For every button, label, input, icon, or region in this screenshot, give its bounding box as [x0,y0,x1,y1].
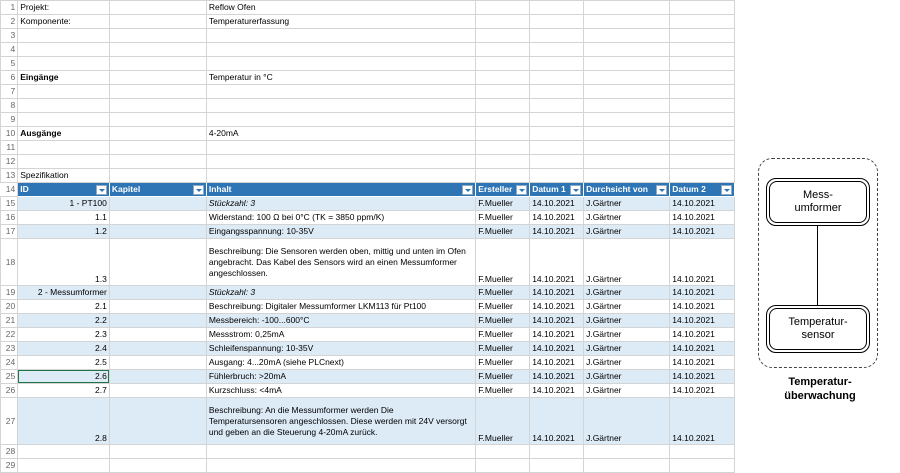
cell-e5[interactable] [530,57,584,71]
cell-b9[interactable] [109,113,206,127]
filter-dropdown-icon-kapitel[interactable] [193,185,204,195]
block-temperatursensor-inner [769,308,867,350]
cell-durchsicht[interactable]: J.Gärtner [584,300,670,314]
sheet-row-11[interactable] [1,141,735,155]
cell-durchsicht[interactable]: J.Gärtner [584,356,670,370]
cell-g6[interactable] [670,71,735,85]
cell-inhalt[interactable]: Fühlerbruch: >20mA [206,370,475,384]
cell-durchsicht[interactable]: J.Gärtner [584,328,670,342]
block-temperatursensor-line2: sensor [801,329,835,341]
connector-line [817,226,818,305]
cell-inhalt[interactable]: Messstrom: 0,25mA [206,328,475,342]
cell-id[interactable]: 1.3 [18,239,110,286]
cell-d28[interactable] [476,445,530,459]
cell-id[interactable]: 1 - PT100 [18,197,110,211]
cell-f4[interactable] [584,43,670,57]
cell-d4[interactable] [476,43,530,57]
table-row[interactable] [1,314,735,328]
cell-d29[interactable] [476,459,530,473]
cell-c4[interactable] [206,43,475,57]
table-row[interactable] [1,286,735,300]
cell-id[interactable]: 2.7 [18,384,110,398]
cell-kapitel[interactable] [109,211,206,225]
table-row[interactable] [1,342,735,356]
cell-g4[interactable] [670,43,735,57]
cell-e1[interactable] [530,1,584,15]
cell-id[interactable]: 1.2 [18,225,110,239]
cell-e9[interactable] [530,113,584,127]
cell-kapitel[interactable] [109,286,206,300]
cell-c7[interactable] [206,85,475,99]
cell-b12[interactable] [109,155,206,169]
cell-e8[interactable] [530,99,584,113]
row-header-13[interactable]: 13 [1,169,18,183]
cell-datum1[interactable]: 14.10.2021 [530,197,584,211]
block-temperatursensor-label [788,316,847,342]
block-messumformer[interactable] [766,178,870,226]
sheet-row-29[interactable] [1,459,735,473]
cell-datum2[interactable]: 14.10.2021 [670,286,735,300]
filter-dropdown-icon-inhalt[interactable] [462,185,473,195]
cell-inhalt[interactable]: Messbereich: -100...600°C [206,314,475,328]
cell-b10[interactable] [109,127,206,141]
cell-ersteller[interactable]: F.Mueller [476,342,530,356]
cell-datum2[interactable]: 14.10.2021 [670,211,735,225]
cell-komponente-value[interactable]: Temperaturerfassung [206,15,475,29]
block-messumformer-label [794,189,841,215]
cell-e10[interactable] [530,127,584,141]
cell-b8[interactable] [109,99,206,113]
cell-g10[interactable] [670,127,735,141]
diagram-caption-line1: Temperatur- [788,376,852,388]
table-row[interactable] [1,300,735,314]
cell-b3[interactable] [109,29,206,43]
col-header-durchsicht-label: Durchsicht von [586,184,648,194]
block-diagram [740,0,900,435]
cell-projekt-value[interactable]: Reflow Ofen [206,1,475,15]
col-header-datum1[interactable] [530,183,584,197]
cell-b5[interactable] [109,57,206,71]
cell-eingaenge-label[interactable]: Eingänge [18,71,110,85]
cell-datum2[interactable]: 14.10.2021 [670,398,735,445]
cell-a4[interactable] [18,43,110,57]
cell-datum1[interactable]: 14.10.2021 [530,398,584,445]
cell-c13[interactable] [206,169,475,183]
cell-ersteller[interactable]: F.Mueller [476,211,530,225]
col-header-datum1-label: Datum 1 [532,184,566,194]
cell-a28[interactable] [18,445,110,459]
cell-durchsicht[interactable]: J.Gärtner [584,398,670,445]
row-header-3[interactable]: 3 [1,29,18,43]
cell-d2[interactable] [476,15,530,29]
cell-d1[interactable] [476,1,530,15]
row-header-8[interactable]: 8 [1,99,18,113]
row-header-7[interactable]: 7 [1,85,18,99]
row-header-11[interactable]: 11 [1,141,18,155]
cell-b2[interactable] [109,15,206,29]
cell-b13[interactable] [109,169,206,183]
cell-durchsicht[interactable]: J.Gärtner [584,197,670,211]
cell-g3[interactable] [670,29,735,43]
cell-kapitel[interactable] [109,314,206,328]
cell-e4[interactable] [530,43,584,57]
cell-kapitel[interactable] [109,342,206,356]
cell-kapitel[interactable] [109,356,206,370]
block-temperatursensor-line1: Temperatur- [788,316,848,328]
row-header-1[interactable]: 1 [1,1,18,15]
block-messumformer-line1: Mess- [803,189,833,201]
cell-d6[interactable] [476,71,530,85]
cell-g28[interactable] [670,445,735,459]
col-header-inhalt-label: Inhalt [208,184,232,194]
cell-inhalt[interactable]: Eingangsspannung: 10-35V [206,225,475,239]
cell-c28[interactable] [206,445,475,459]
cell-inhalt[interactable]: Beschreibung: Digitaler Messumformer LKM113 für Pt100 [206,300,475,314]
cell-b28[interactable] [109,445,206,459]
cell-f2[interactable] [584,15,670,29]
cell-ersteller[interactable]: F.Mueller [476,398,530,445]
filter-dropdown-icon-ersteller[interactable] [516,185,527,195]
cell-b7[interactable] [109,85,206,99]
cell-ersteller[interactable]: F.Mueller [476,197,530,211]
cell-a12[interactable] [18,155,110,169]
cell-inhalt[interactable]: Ausgang: 4...20mA (siehe PLCnext) [206,356,475,370]
cell-c3[interactable] [206,29,475,43]
cell-g11[interactable] [670,141,735,155]
cell-e7[interactable] [530,85,584,99]
row-header-9[interactable]: 9 [1,113,18,127]
cell-g9[interactable] [670,113,735,127]
diagram-caption [746,375,894,403]
row-header-4[interactable]: 4 [1,43,18,57]
cell-inhalt[interactable]: Kurzschluss: <4mA [206,384,475,398]
cell-kapitel[interactable] [109,398,206,445]
cell-ersteller[interactable]: F.Mueller [476,384,530,398]
row-header-10[interactable]: 10 [1,127,18,141]
cell-d8[interactable] [476,99,530,113]
filter-dropdown-icon-datum1[interactable] [570,185,581,195]
cell-id[interactable]: 2.4 [18,342,110,356]
cell-datum1[interactable]: 14.10.2021 [530,314,584,328]
cell-datum1[interactable]: 14.10.2021 [530,370,584,384]
row-header-20[interactable]: 20 [1,300,18,314]
table-row[interactable] [1,370,735,384]
sheet-row-13[interactable] [1,169,735,183]
cell-ausgaenge-value[interactable]: 4-20mA [206,127,475,141]
cell-id[interactable]: 2.3 [18,328,110,342]
cell-id[interactable]: 2.2 [18,314,110,328]
cell-g13[interactable] [670,169,735,183]
cell-a8[interactable] [18,99,110,113]
sheet-row-5[interactable] [1,57,735,71]
cell-kapitel[interactable] [109,300,206,314]
row-header-29[interactable]: 29 [1,459,18,473]
cell-f13[interactable] [584,169,670,183]
cell-ersteller[interactable]: F.Mueller [476,314,530,328]
cell-id[interactable]: 2.1 [18,300,110,314]
cell-f28[interactable] [584,445,670,459]
cell-inhalt[interactable]: Beschreibung: Die Sensoren werden oben, mittig und unten im Ofen angebracht. Das Kabel des Sensors wird an einen Messumformer angeschlossen. [206,239,475,286]
cell-g5[interactable] [670,57,735,71]
cell-b6[interactable] [109,71,206,85]
cell-id[interactable]: 2 - Messumformer [18,286,110,300]
row-header-27[interactable]: 27 [1,398,18,445]
cell-spezifikation-label[interactable]: Spezifikation [18,169,110,183]
table-row[interactable] [1,328,735,342]
cell-datum1[interactable]: 14.10.2021 [530,211,584,225]
cell-kapitel[interactable] [109,239,206,286]
cell-datum2[interactable]: 14.10.2021 [670,314,735,328]
cell-datum2[interactable]: 14.10.2021 [670,342,735,356]
cell-durchsicht[interactable]: J.Gärtner [584,384,670,398]
cell-datum2[interactable]: 14.10.2021 [670,384,735,398]
row-header-22[interactable]: 22 [1,328,18,342]
cell-ersteller[interactable]: F.Mueller [476,300,530,314]
table-row[interactable] [1,239,735,286]
cell-datum1[interactable]: 14.10.2021 [530,384,584,398]
table-row[interactable] [1,398,735,445]
cell-ersteller[interactable]: F.Mueller [476,370,530,384]
cell-b4[interactable] [109,43,206,57]
cell-datum1[interactable]: 14.10.2021 [530,356,584,370]
cell-datum1[interactable]: 14.10.2021 [530,225,584,239]
cell-a3[interactable] [18,29,110,43]
filter-dropdown-icon-id[interactable] [96,185,107,195]
cell-d3[interactable] [476,29,530,43]
row-header-25[interactable]: 25 [1,370,18,384]
cell-inhalt[interactable]: Stückzahl: 3 [206,286,475,300]
col-header-datum2[interactable] [670,183,735,197]
cell-a29[interactable] [18,459,110,473]
cell-eingaenge-value[interactable]: Temperatur in °C [206,71,475,85]
cell-g2[interactable] [670,15,735,29]
row-header-17[interactable]: 17 [1,225,18,239]
cell-e13[interactable] [530,169,584,183]
col-header-ersteller-label: Ersteller [478,184,513,194]
cell-projekt-label[interactable]: Projekt: [18,1,110,15]
cell-d9[interactable] [476,113,530,127]
cell-ersteller[interactable]: F.Mueller [476,286,530,300]
cell-e28[interactable] [530,445,584,459]
block-temperatursensor[interactable] [766,305,870,353]
cell-f3[interactable] [584,29,670,43]
row-header-23[interactable]: 23 [1,342,18,356]
cell-inhalt[interactable]: Schleifenspannung: 10-35V [206,342,475,356]
cell-id[interactable]: 2.5 [18,356,110,370]
cell-durchsicht[interactable]: J.Gärtner [584,239,670,286]
cell-f29[interactable] [584,459,670,473]
sheet-row-10[interactable] [1,127,735,141]
cell-c11[interactable] [206,141,475,155]
sheet-row-8[interactable] [1,99,735,113]
cell-b29[interactable] [109,459,206,473]
cell-f7[interactable] [584,85,670,99]
cell-g7[interactable] [670,85,735,99]
cell-kapitel[interactable] [109,384,206,398]
sheet-row-7[interactable] [1,85,735,99]
cell-inhalt[interactable]: Beschreibung: An die Messumformer werden Die Temperatursensoren angeschlossen. Diese werden mit 24V versorgt und geben an die Steuerung 4-20mA zurück. [206,398,475,445]
cell-durchsicht[interactable]: J.Gärtner [584,225,670,239]
cell-datum1[interactable]: 14.10.2021 [530,239,584,286]
cell-f10[interactable] [584,127,670,141]
col-header-kapitel-label: Kapitel [111,184,141,194]
cell-ausgaenge-label[interactable]: Ausgänge [18,127,110,141]
sheet-row-6[interactable] [1,71,735,85]
row-header-14[interactable]: 14 [1,183,18,197]
cell-inhalt[interactable]: Stückzahl: 3 [206,197,475,211]
cell-datum2[interactable]: 14.10.2021 [670,225,735,239]
table-row[interactable] [1,197,735,211]
cell-c5[interactable] [206,57,475,71]
cell-durchsicht[interactable]: J.Gärtner [584,211,670,225]
cell-ersteller[interactable]: F.Mueller [476,239,530,286]
sheet-row-12[interactable] [1,155,735,169]
sheet-row-9[interactable] [1,113,735,127]
cell-e11[interactable] [530,141,584,155]
col-header-id[interactable] [18,183,110,197]
cell-datum2[interactable]: 14.10.2021 [670,197,735,211]
row-header-15[interactable]: 15 [1,197,18,211]
table-row[interactable] [1,211,735,225]
row-header-2[interactable]: 2 [1,15,18,29]
cell-durchsicht[interactable]: J.Gärtner [584,314,670,328]
col-header-id-label: ID [20,184,29,194]
cell-f8[interactable] [584,99,670,113]
cell-id[interactable]: 1.1 [18,211,110,225]
cell-c9[interactable] [206,113,475,127]
sheet-row-4[interactable] [1,43,735,57]
col-header-durchsicht[interactable] [584,183,670,197]
cell-kapitel[interactable] [109,197,206,211]
cell-f11[interactable] [584,141,670,155]
cell-kapitel[interactable] [109,370,206,384]
cell-g29[interactable] [670,459,735,473]
cell-d7[interactable] [476,85,530,99]
cell-kapitel[interactable] [109,225,206,239]
cell-e12[interactable] [530,155,584,169]
cell-id[interactable]: 2.8 [18,398,110,445]
cell-datum1[interactable]: 14.10.2021 [530,286,584,300]
row-header-16[interactable]: 16 [1,211,18,225]
table-row[interactable] [1,225,735,239]
row-header-26[interactable]: 26 [1,384,18,398]
cell-d10[interactable] [476,127,530,141]
cell-datum2[interactable]: 14.10.2021 [670,239,735,286]
row-header-5[interactable]: 5 [1,57,18,71]
cell-a5[interactable] [18,57,110,71]
cell-id-selected[interactable]: 2.6 [18,370,110,384]
cell-datum2[interactable]: 14.10.2021 [670,370,735,384]
cell-kapitel[interactable] [109,328,206,342]
cell-g8[interactable] [670,99,735,113]
diagram-caption-line2: überwachung [784,390,856,402]
cell-datum1[interactable]: 14.10.2021 [530,300,584,314]
cell-e29[interactable] [530,459,584,473]
cell-g12[interactable] [670,155,735,169]
sheet-row-1[interactable] [1,1,735,15]
cell-datum2[interactable]: 14.10.2021 [670,328,735,342]
cell-e2[interactable] [530,15,584,29]
cell-e3[interactable] [530,29,584,43]
cell-ersteller[interactable]: F.Mueller [476,328,530,342]
cell-f1[interactable] [584,1,670,15]
cell-e6[interactable] [530,71,584,85]
filter-dropdown-icon-datum2[interactable] [721,185,732,195]
block-messumformer-line2: umformer [794,202,842,214]
cell-a9[interactable] [18,113,110,127]
col-header-inhalt[interactable] [206,183,475,197]
cell-d11[interactable] [476,141,530,155]
row-header-28[interactable]: 28 [1,445,18,459]
cell-durchsicht[interactable]: J.Gärtner [584,342,670,356]
table-header-row[interactable] [1,183,735,197]
col-header-kapitel[interactable] [109,183,206,197]
cell-d5[interactable] [476,57,530,71]
cell-g1[interactable] [670,1,735,15]
cell-komponente-label[interactable]: Komponente: [18,15,110,29]
cell-durchsicht[interactable]: J.Gärtner [584,370,670,384]
row-header-12[interactable]: 12 [1,155,18,169]
cell-f12[interactable] [584,155,670,169]
cell-c12[interactable] [206,155,475,169]
cell-inhalt[interactable]: Widerstand: 100 Ω bei 0°C (TK = 3850 ppm/K) [206,211,475,225]
sheet-row-28[interactable] [1,445,735,459]
cell-a11[interactable] [18,141,110,155]
cell-ersteller[interactable]: F.Mueller [476,225,530,239]
row-header-19[interactable]: 19 [1,286,18,300]
cell-f6[interactable] [584,71,670,85]
table-row[interactable] [1,384,735,398]
sheet-row-3[interactable] [1,29,735,43]
cell-b1[interactable] [109,1,206,15]
col-header-ersteller[interactable] [476,183,530,197]
row-header-6[interactable]: 6 [1,71,18,85]
cell-datum2[interactable]: 14.10.2021 [670,356,735,370]
cell-f9[interactable] [584,113,670,127]
cell-a7[interactable] [18,85,110,99]
cell-datum1[interactable]: 14.10.2021 [530,342,584,356]
cell-datum1[interactable]: 14.10.2021 [530,328,584,342]
sheet-row-2[interactable] [1,15,735,29]
block-messumformer-inner [769,181,867,223]
cell-ersteller[interactable]: F.Mueller [476,356,530,370]
cell-durchsicht[interactable]: J.Gärtner [584,286,670,300]
row-header-24[interactable]: 24 [1,356,18,370]
cell-c29[interactable] [206,459,475,473]
filter-dropdown-icon-durchsicht[interactable] [656,185,667,195]
cell-f5[interactable] [584,57,670,71]
cell-d13[interactable] [476,169,530,183]
row-header-18[interactable]: 18 [1,239,18,286]
cell-d12[interactable] [476,155,530,169]
row-header-21[interactable]: 21 [1,314,18,328]
cell-datum2[interactable]: 14.10.2021 [670,300,735,314]
table-row[interactable] [1,356,735,370]
cell-c8[interactable] [206,99,475,113]
cell-b11[interactable] [109,141,206,155]
col-header-datum2-label: Datum 2 [672,184,706,194]
